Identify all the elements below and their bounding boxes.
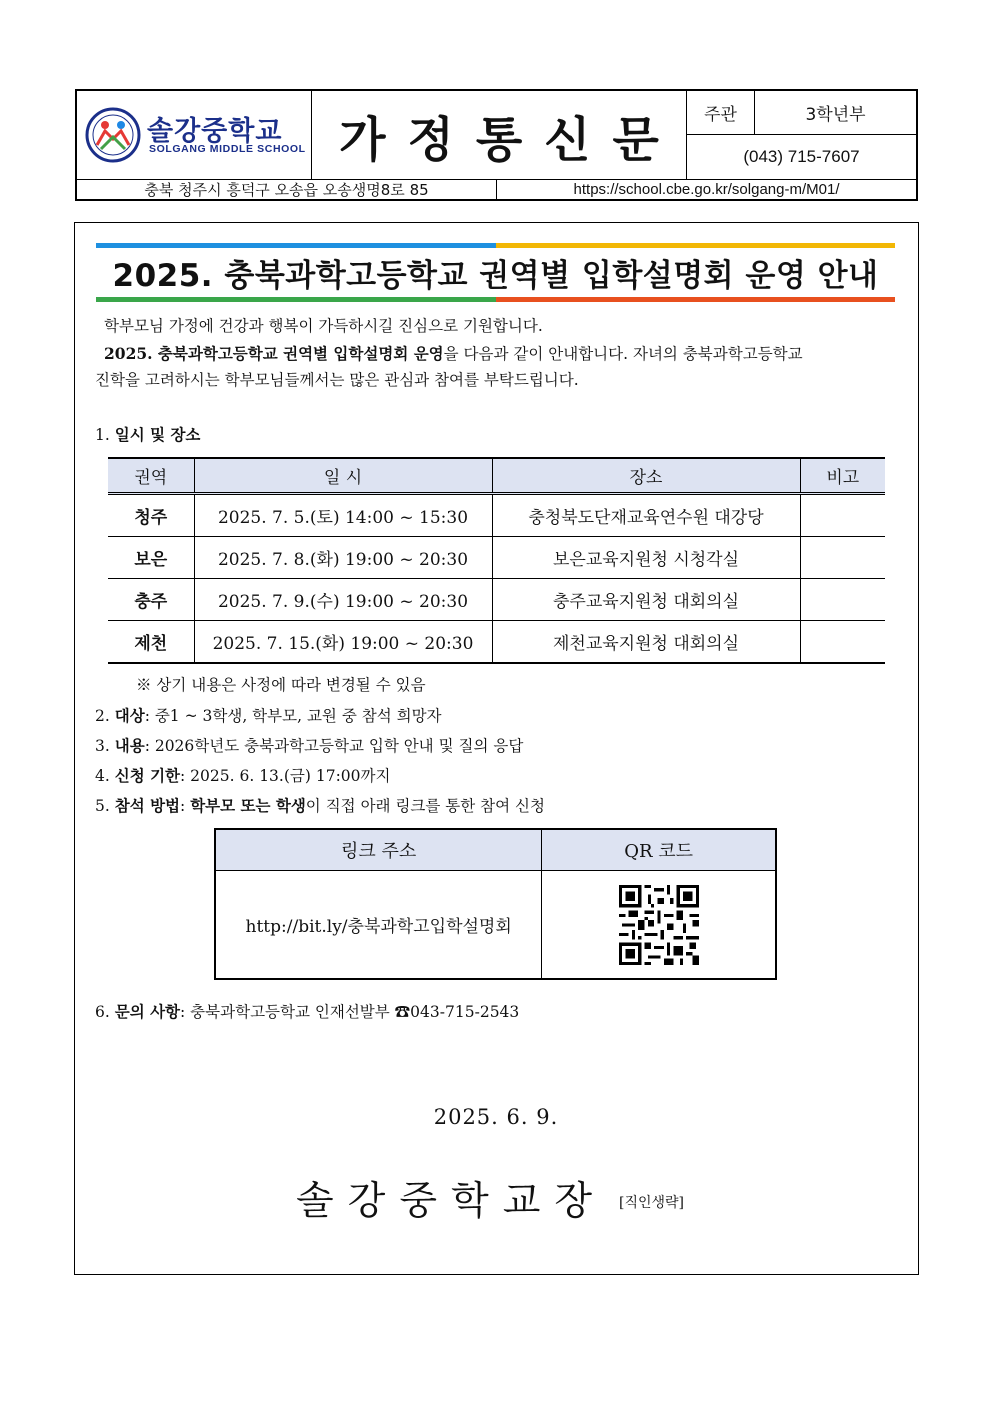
region-cell: 청주 [108,494,194,537]
datetime-cell: 2025. 7. 15.(화) 19:00 ~ 20:30 [194,621,492,664]
org-label: 주관 [687,91,755,135]
item-contact: 6. 문의 사항: 충북과학고등학교 인재선발부 ☎043-715-2543 [95,1002,520,1021]
section-1-heading: 1. 일시 및 장소 [95,425,201,444]
region-cell: 제천 [108,621,194,664]
header-table [75,89,918,201]
note-cell [800,537,885,579]
table-row [108,579,885,621]
item-target: 2. 대상: 중1 ~ 3학생, 학부모, 교원 중 참석 희망자 [95,706,442,725]
intro-line-3: 진학을 고려하시는 학부모님들께서는 많은 관심과 참여를 부탁드립니다. [95,371,579,389]
datetime-cell: 2025. 7. 5.(토) 14:00 ~ 15:30 [194,494,492,537]
issue-date: 2025. 6. 9. [433,1105,559,1129]
table-row [108,537,885,579]
table-row [108,494,885,537]
school-name-en: SOLGANG MIDDLE SCHOOL [149,143,306,155]
school-name: 솔강중학교 [147,116,283,147]
school-logo [77,91,312,179]
datetime-cell: 2025. 7. 8.(화) 19:00 ~ 20:30 [194,537,492,579]
banner-title: 2025. 충북과학고등학교 권역별 입학설명회 운영 안내 [112,258,879,294]
table-header-row [108,458,885,494]
venue-cell: 충주교육지원청 대회의실 [492,579,800,621]
schedule-table [108,457,885,664]
column-header: 링크 주소 [215,829,542,871]
item-content: 3. 내용: 2026학년도 충북과학고등학교 입학 안내 및 질의 응답 [95,736,524,755]
table-row [215,871,776,980]
column-header: QR 코드 [542,829,776,871]
org-value: 3학년부 [755,91,916,135]
address: 충북 청주시 흥덕구 오송읍 오송생명8로 85 [77,179,497,199]
table-header-row [215,829,776,871]
banner-bar [96,297,496,302]
note-cell [800,621,885,664]
region-cell: 보은 [108,537,194,579]
note-cell [800,494,885,537]
link-url[interactable]: http://bit.ly/충북과학고입학설명회 [245,917,512,937]
column-header: 권역 [108,458,194,494]
column-header: 일 시 [194,458,492,494]
page-title: 가정통신문 [312,91,687,179]
table-row [108,621,885,664]
venue-cell: 제천교육지원청 대회의실 [492,621,800,664]
qr-code-icon[interactable] [619,885,699,965]
column-header: 비고 [800,458,885,494]
venue-cell: 충청북도단재교육연수원 대강당 [492,494,800,537]
title-banner [96,243,895,305]
column-header: 장소 [492,458,800,494]
item-deadline: 4. 신청 기한: 2025. 6. 13.(금) 17:00까지 [95,766,391,785]
school-emblem-icon [85,107,141,163]
seal-note: [직인생략] [619,1195,685,1211]
note-cell [800,579,885,621]
qr-cell [542,871,776,980]
venue-cell: 보은교육지원청 시청각실 [492,537,800,579]
principal-signature: 솔강중학교장 [296,1179,607,1224]
link-table [214,828,777,980]
intro-line-2: 2025. 충북과학고등학교 권역별 입학설명회 운영을 다음과 같이 안내합니다. 자녀의 충북과학고등학교 [104,344,803,363]
item-method: 5. 참석 방법: 학부모 또는 학생이 직접 아래 링크를 통한 참여 신청 [95,796,545,815]
change-note: ※ 상기 내용은 사정에 따라 변경될 수 있음 [136,676,426,694]
banner-bar [496,297,895,302]
region-cell: 충주 [108,579,194,621]
phone: (043) 715-7607 [743,147,860,166]
datetime-cell: 2025. 7. 9.(수) 19:00 ~ 20:30 [194,579,492,621]
school-url[interactable]: https://school.cbe.go.kr/solgang-m/M01/ [497,179,916,199]
intro-line-1: 학부모님 가정에 건강과 행복이 가득하시길 진심으로 기원합니다. [104,317,543,335]
